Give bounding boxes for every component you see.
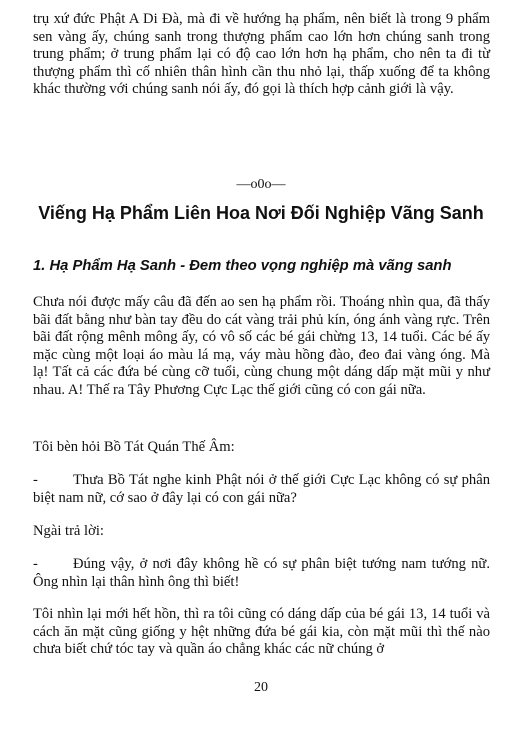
dialog-2-text: Đúng vậy, ở nơi đây không hề có sự phân biệt tướng nam tướng nữ. Ông nhìn lại thân hình ông thì biết!: [33, 556, 490, 590]
page-number: 20: [254, 680, 268, 695]
paragraph-2: Tôi bèn hỏi Bồ Tát Quán Thế Âm:: [33, 439, 235, 455]
paragraph-4: Tôi nhìn lại mới hết hồn, thì ra tôi cũng có dáng dấp của bé gái 13, 14 tuổi và cách ăn mặt cũng giống y hệt những đứa bé gái kia, còn mặt mũi thì thế nào chưa biết chứ tóc tay và quần áo chẳng khác các nữ chúng ở: [33, 606, 490, 658]
dialog-1-text: Thưa Bồ Tát nghe kinh Phật nói ở thế giới Cực Lạc không có sự phân biệt nam nữ, cớ sao ở đây lại có con gái nữa?: [33, 472, 490, 506]
dialog-1: [33, 472, 490, 507]
paragraph-1: Chưa nói được mấy câu đã đến ao sen hạ phẩm rồi. Thoáng nhìn qua, đã thấy bãi đất bằng như bàn tay đều do cát vàng trải phủ kín, óng ánh vàng rực. Trên bãi đất rộng mênh mông ấy, có vô số các bé gái chừng 13, 14 tuổi. Các bé ấy mặc cùng một loại áo màu lá mạ, váy màu hồng đào, đeo đai vàng óng. Mà lạ! Tất cả các đứa bé cùng cỡ tuổi, cùng chung một dáng dấp mặt mũi y như nhau. A! Thế ra Tây Phương Cực Lạc thế giới cũng có con gái nữa.: [33, 294, 490, 398]
paragraph-3: Ngài trả lời:: [33, 523, 104, 539]
dialog-2-dash: -: [33, 556, 38, 572]
section-separator: —o0o—: [236, 177, 286, 192]
top-paragraph: trụ xứ đức Phật A Di Đà, mà đi về hướng hạ phẩm, nên biết là trong 9 phẩm sen vàng ấy, chúng sanh trong thượng phẩm cao lớn hơn chúng sanh trong trung phẩm; ở trung phẩm lại có độ cao lớn hơn hạ phẩm, cho nên ta đi từ thượng phẩm thì cố nhiên thân hình cần thu nhỏ lại, thấp xuống để ta không khác thường với chúng sanh nói ấy, đó gọi là thích hợp cảnh giới là vậy.: [33, 11, 490, 98]
section-title: 1. Hạ Phẩm Hạ Sanh - Đem theo vọng nghiệp mà vãng sanh: [33, 258, 452, 274]
chapter-title: Viếng Hạ Phẩm Liên Hoa Nơi Đối Nghiệp Vãng Sanh: [38, 203, 484, 223]
dialog-1-dash: -: [33, 472, 38, 488]
dialog-2: [33, 556, 490, 591]
